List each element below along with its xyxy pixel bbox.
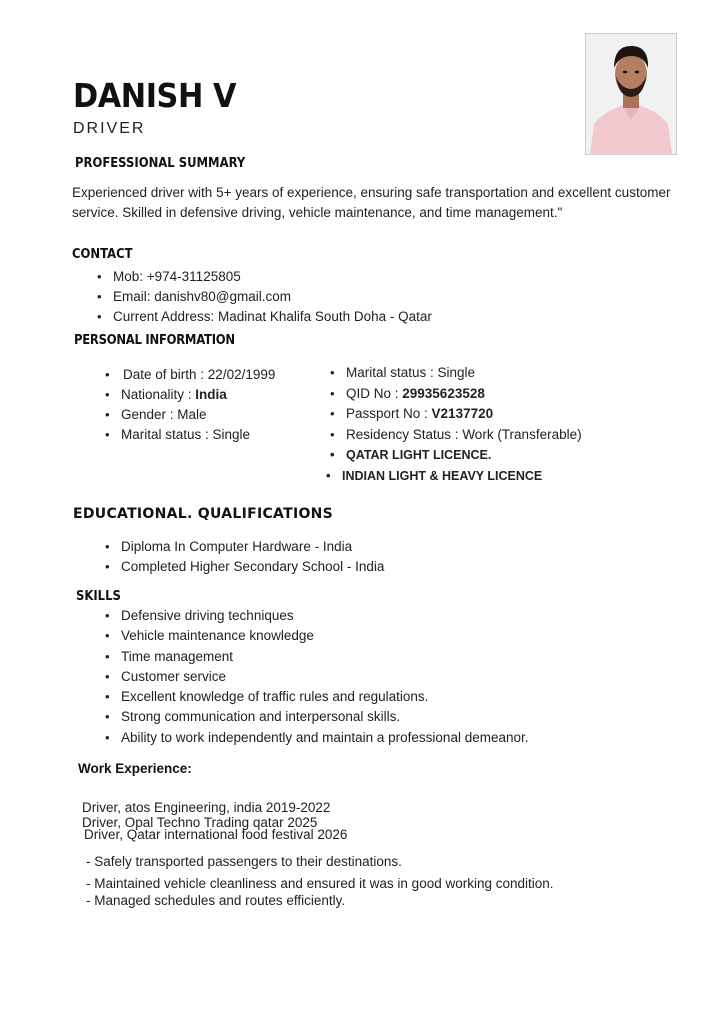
contact-email: • Email: danishv80@gmail.com	[95, 287, 432, 307]
gender-item: • Gender : Male	[103, 405, 275, 425]
education-item: • Diploma In Computer Hardware - India	[103, 537, 384, 557]
candidate-name: DANISH V	[73, 76, 237, 115]
skill-item: • Defensive driving techniques	[103, 606, 529, 626]
skill-item: • Vehicle maintenance knowledge	[103, 626, 529, 646]
skill-item: • Strong communication and interpersonal skills.	[103, 707, 529, 727]
job-entry: Driver, atos Engineering, india 2019-2022	[82, 800, 331, 815]
summary-heading: PROFESSIONAL SUMMARY	[75, 155, 246, 171]
qid-item: • QID No : 29935623528	[328, 384, 582, 405]
duty-item: - Safely transported passengers to their destinations.	[86, 854, 402, 869]
indian-licence-item: • INDIAN LIGHT & HEAVY LICENCE	[324, 466, 578, 487]
contact-heading: CONTACT	[72, 246, 133, 262]
contact-address: • Current Address: Madinat Khalifa South Doha - Qatar	[95, 307, 432, 327]
summary-text: Experienced driver with 5+ years of experience, ensuring safe transportation and excellent customer service. Skilled in defensive driving, vehicle maintenance, and time management."	[72, 185, 671, 220]
nationality-item: • Nationality : India	[103, 385, 275, 405]
personal-left-list	[103, 365, 275, 445]
duty-item: - Maintained vehicle cleanliness and ensured it was in good working condition.	[86, 876, 554, 891]
skill-item: • Time management	[103, 647, 529, 667]
personal-right-list	[328, 363, 582, 486]
passport-item: • Passport No : V2137720	[328, 404, 582, 425]
job-entry: Driver, Qatar international food festival 2026	[84, 827, 348, 842]
dob-item: • Date of birth : 22/02/1999	[103, 365, 275, 385]
marital-status-item: • Marital status : Single	[103, 425, 275, 445]
skill-item: • Excellent knowledge of traffic rules and regulations.	[103, 687, 529, 707]
skills-heading: SKILLS	[76, 588, 121, 604]
marital-status-item: • Marital status : Single	[328, 363, 582, 384]
skill-item: • Ability to work independently and maintain a professional demeanor.	[103, 728, 529, 748]
job-entry: Driver, Opal Techno Trading qatar 2025	[82, 815, 318, 830]
education-heading: EDUCATIONAL. QUALIFICATIONS	[73, 506, 334, 522]
education-list	[103, 537, 384, 577]
person-portrait-icon	[586, 34, 676, 154]
residency-item: • Residency Status : Work (Transferable)	[328, 425, 582, 446]
qatar-licence-item: • QATAR LIGHT LICENCE.	[328, 445, 582, 466]
skill-item: • Customer service	[103, 667, 529, 687]
education-item: • Completed Higher Secondary School - India	[103, 557, 384, 577]
job-title: DRIVER	[73, 120, 146, 137]
work-heading: Work Experience:	[78, 761, 192, 776]
profile-photo	[585, 33, 677, 155]
contact-phone: • Mob: +974-31125805	[95, 267, 432, 287]
skills-list	[103, 606, 529, 748]
personal-heading: PERSONAL INFORMATION	[74, 332, 235, 348]
contact-list	[95, 267, 432, 327]
duty-item: - Managed schedules and routes efficiently.	[86, 893, 346, 908]
